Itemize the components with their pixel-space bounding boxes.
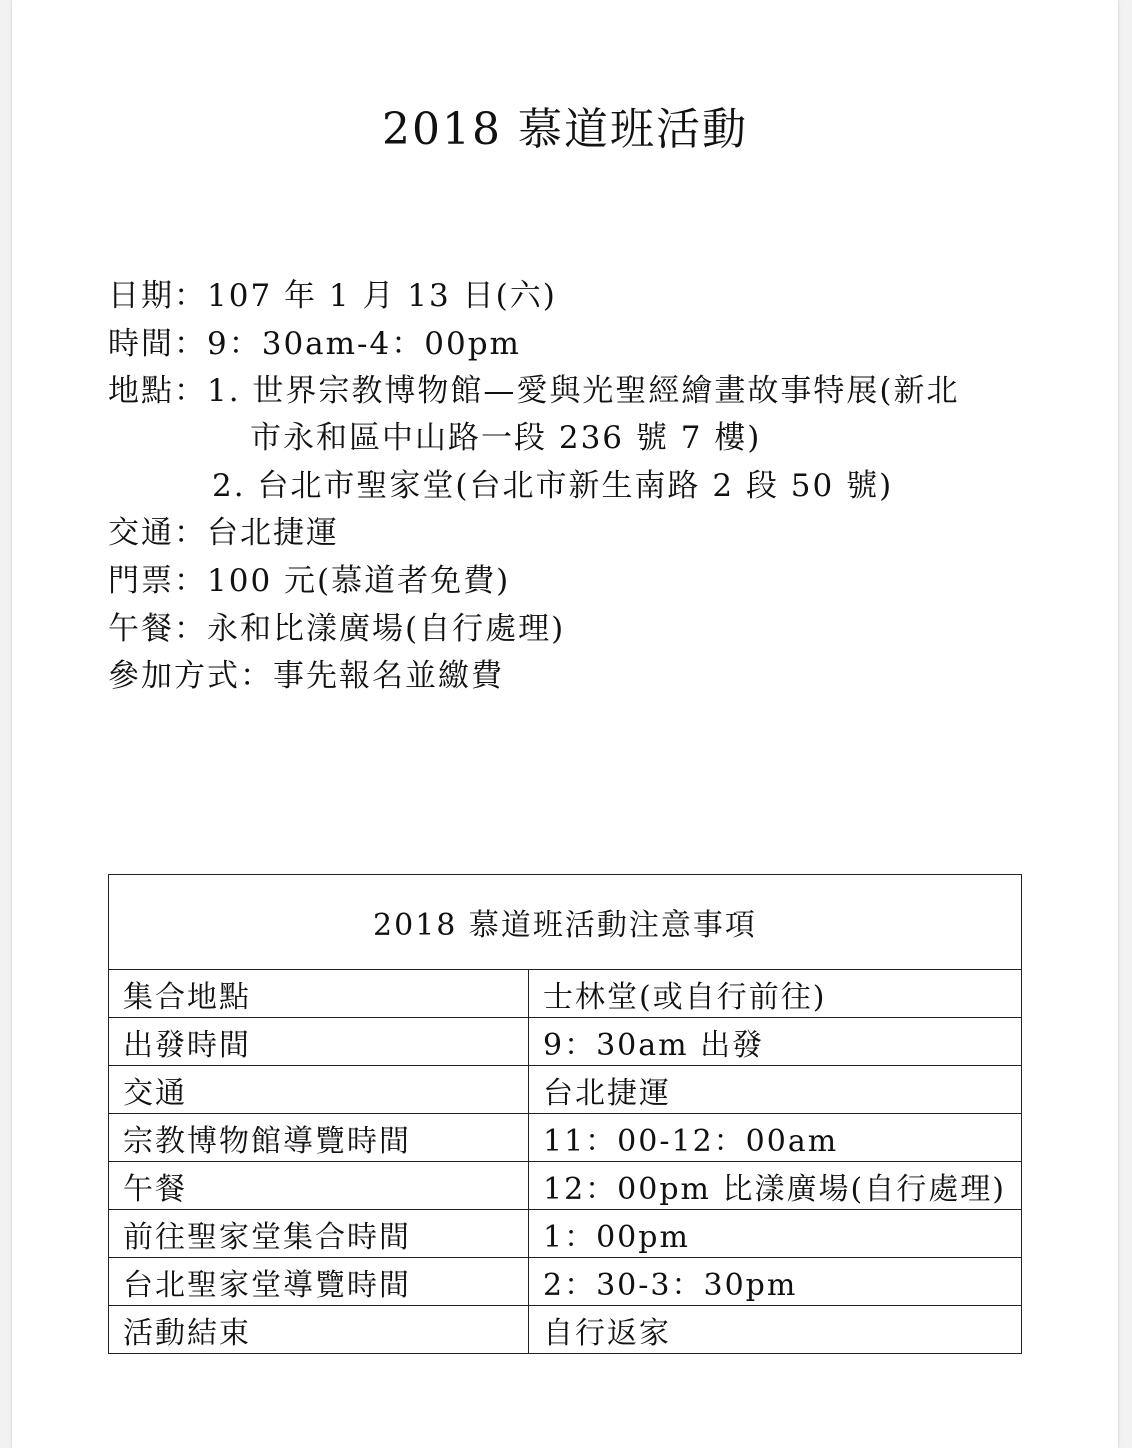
table-row bbox=[109, 1162, 1022, 1210]
table-cell-detail: 9：30am 出發 bbox=[529, 1018, 1022, 1066]
notice-table bbox=[108, 874, 1022, 1354]
document-title: 2018 慕道班活動 bbox=[382, 104, 748, 155]
info-ticket: 門票：100 元(慕道者免費) bbox=[108, 563, 511, 599]
table-row bbox=[109, 970, 1022, 1018]
table-row bbox=[109, 1018, 1022, 1066]
table-cell-item: 交通 bbox=[109, 1066, 529, 1114]
info-place-line3: 2. 台北市聖家堂(台北市新生南路 2 段 50 號) bbox=[212, 468, 894, 504]
table-cell-item: 台北聖家堂導覽時間 bbox=[109, 1258, 529, 1306]
table-cell-detail: 2：30-3：30pm bbox=[529, 1258, 1022, 1306]
table-row bbox=[109, 1114, 1022, 1162]
table-cell-item: 宗教博物館導覽時間 bbox=[109, 1114, 529, 1162]
info-transport: 交通：台北捷運 bbox=[108, 515, 339, 551]
table-cell-detail: 11：00-12：00am bbox=[529, 1114, 1022, 1162]
table-row bbox=[109, 1306, 1022, 1354]
info-lunch: 午餐：永和比漾廣場(自行處理) bbox=[108, 611, 566, 647]
table-row bbox=[109, 1258, 1022, 1306]
table-cell-detail: 自行返家 bbox=[529, 1306, 1022, 1354]
table-cell-item: 出發時間 bbox=[109, 1018, 529, 1066]
info-place-line2: 市永和區中山路一段 236 號 7 樓) bbox=[250, 420, 762, 456]
table-cell-item: 活動結束 bbox=[109, 1306, 529, 1354]
table-caption-row bbox=[109, 875, 1022, 970]
table-row bbox=[109, 1210, 1022, 1258]
table-cell-detail: 1：00pm bbox=[529, 1210, 1022, 1258]
info-date: 日期：107 年 1 月 13 日(六) bbox=[108, 278, 557, 314]
table-cell-detail: 12：00pm 比漾廣場(自行處理) bbox=[529, 1162, 1022, 1210]
table-cell-item: 集合地點 bbox=[109, 970, 529, 1018]
table-caption: 2018 慕道班活動注意事項 bbox=[109, 875, 1022, 970]
table-cell-item: 午餐 bbox=[109, 1162, 529, 1210]
info-time: 時間：9：30am-4：00pm bbox=[108, 326, 521, 362]
document-page bbox=[12, 0, 1118, 1448]
table-cell-detail: 士林堂(或自行前往) bbox=[529, 970, 1022, 1018]
table-cell-detail: 台北捷運 bbox=[529, 1066, 1022, 1114]
info-signup: 參加方式：事先報名並繳費 bbox=[108, 658, 504, 694]
info-place-line1: 地點：1. 世界宗教博物館—愛與光聖經繪畫故事特展(新北 bbox=[108, 373, 960, 409]
table-cell-item: 前往聖家堂集合時間 bbox=[109, 1210, 529, 1258]
table-row bbox=[109, 1066, 1022, 1114]
